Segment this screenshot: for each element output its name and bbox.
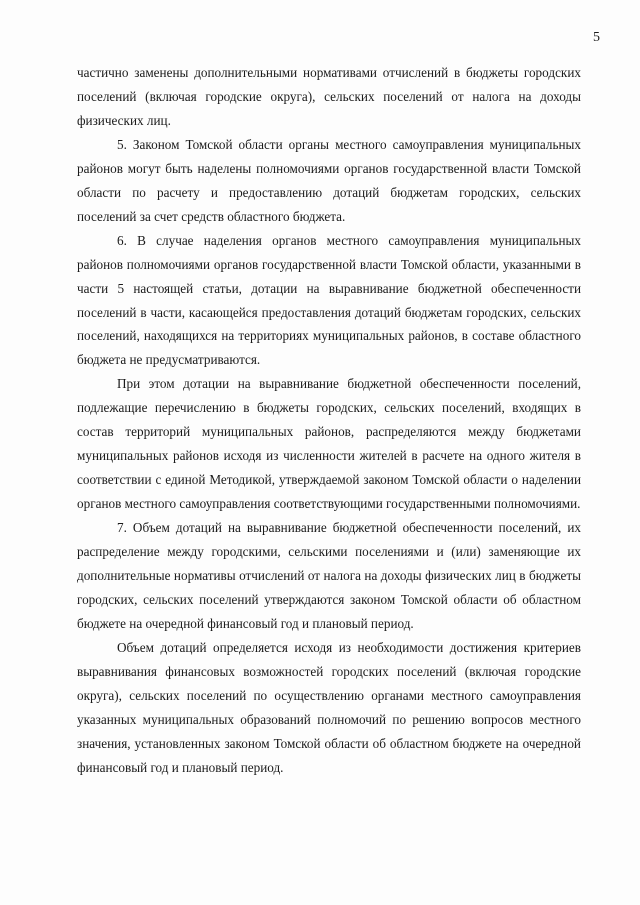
paragraph-part-6: 6. В случае наделения органов местного самоуправления муниципальных районов полномочиями органов государственной власти Томской области, указанными в части 5 настоящей статьи, дотации на выравнивание бюджетной обеспеченности поселений в части, касающейся предоставления дотаций бюджетам городских, сельских поселений, находящихся на территориях муниципальных районов, в составе областного бюджета не предусматриваются. bbox=[77, 232, 581, 368]
paragraph-part-7-volume: Объем дотаций определяется исходя из необходимости достижения критериев выравнивания финансовых возможностей городских поселений (включая городские округа), сельских поселений по осуществлению органами местного самоуправления указанных муниципальных образований полномочий по решению вопросов местного значения, установленных законом Томской области об областном бюджете на очередной финансовый год и плановый период. bbox=[77, 639, 581, 775]
paragraph-part-7: 7. Объем дотаций на выравнивание бюджетной обеспеченности поселений, их распределение между городскими, сельскими поселениями и (или) заменяющие их дополнительные нормативы отчислений от налога на доходы физических лиц в бюджеты городских, сельских поселений утверждаются законом Томской области об областном бюджете на очередной финансовый год и плановый период. bbox=[77, 520, 581, 631]
paragraph-part-6-subsidies: При этом дотации на выравнивание бюджетной обеспеченности поселений, подлежащие перечислению в бюджеты городских, сельских поселений, входящих в состав территорий муниципальных районов, распределяются между бюджетами муниципальных районов исходя из численности жителей в расчете на одного жителя в соответствии с единой Методикой, утверждаемой законом Томской области о наделении органов местного самоуправления соответствующими государственными полномочиями. bbox=[77, 376, 581, 512]
document-body bbox=[77, 61, 581, 780]
page-number: 5 bbox=[593, 30, 600, 45]
paragraph-part-5: 5. Законом Томской области органы местного самоуправления муниципальных районов могут быть наделены полномочиями органов государственной власти Томской области по расчету и предоставлению дотаций бюджетам городских, сельских поселений за счет средств областного бюджета. bbox=[77, 136, 581, 224]
paragraph-continuation: частично заменены дополнительными нормативами отчислений в бюджеты городских поселений (включая городские округа), сельских поселений от налога на доходы физических лиц. bbox=[77, 65, 581, 128]
